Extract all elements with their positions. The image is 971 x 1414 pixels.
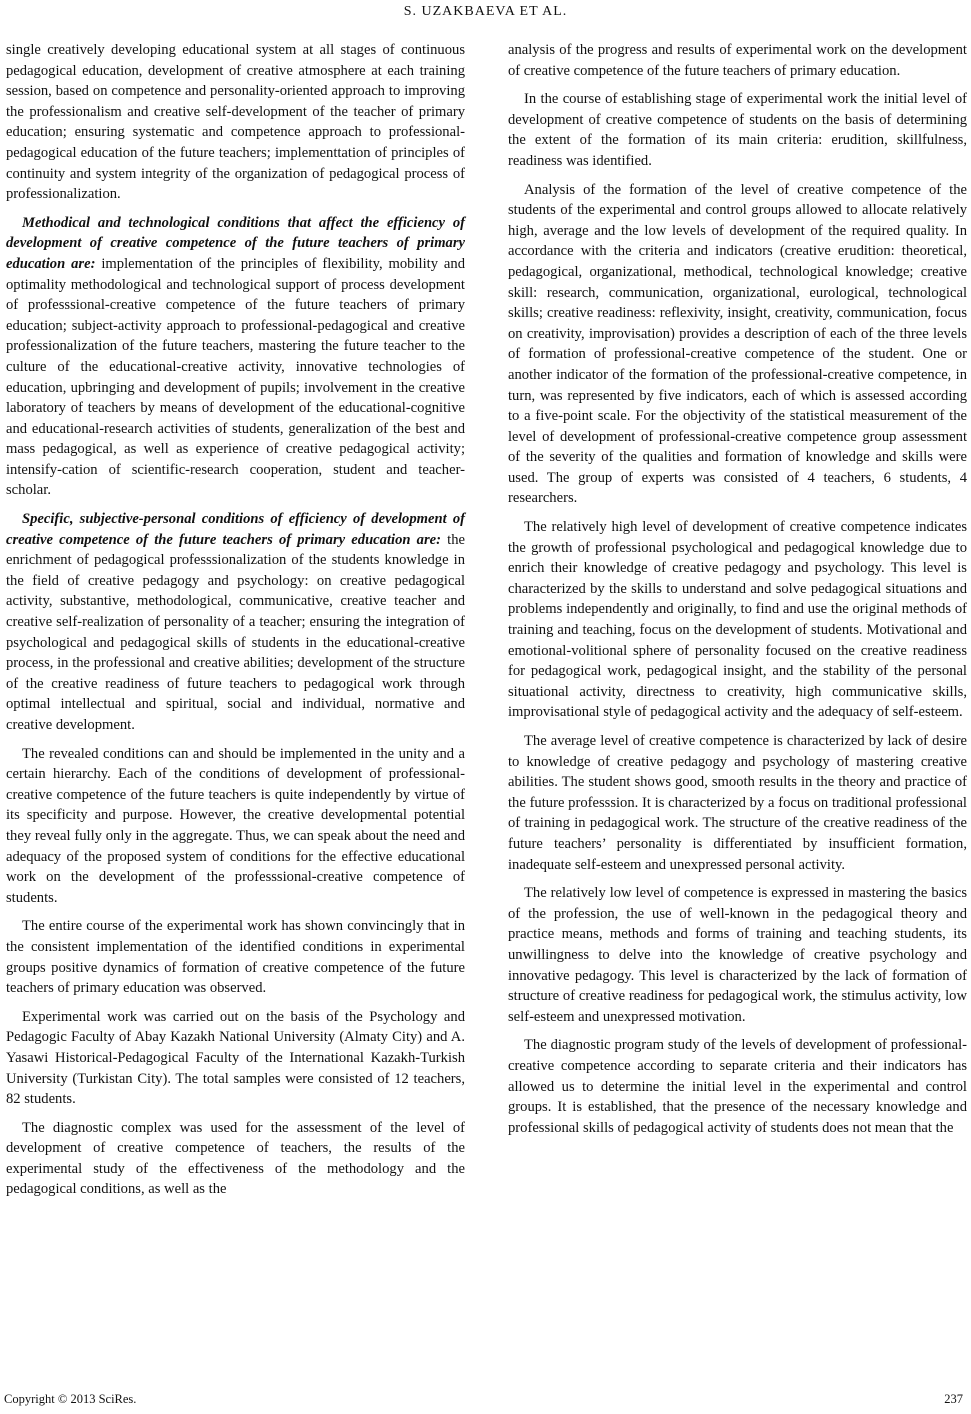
paragraph-text: The revealed conditions can and should be implemented in the unity and a certain hierarchy. Each of the conditions of development of professional-creative competence of the future teachers is quite independently by virtue of its specificity and purpose. However, the creative developmental potential they reveal fully only in the aggregate. Thus, we can speak about the need and adequacy of the proposed system of conditions for the effective educational work on the development of the professsional-creative competence of students. <box>6 745 465 906</box>
paragraph <box>508 89 967 171</box>
paragraph-text: the enrichment of pedagogical professsionalization of the students knowledge in the field of creative pedagogy and psychology: on creative pedagogical activity, substantive, methodological, communicative, creative teacher and creative self-realization of personality of a teacher; ensuring the integration of psychological and pedagogical skills of students in the educational-creative process, in the professional and creative abilities; development of the structure of the creative readiness of future teachers to pedagogical work through optimal intellectual and spiritual, social and individual, normative and creative development. <box>6 531 465 733</box>
paragraph <box>6 40 465 205</box>
paragraph <box>6 1007 465 1110</box>
paragraph <box>508 883 967 1027</box>
running-head: S. UZAKBAEVA ET AL. <box>403 4 568 19</box>
paragraph <box>508 180 967 510</box>
paragraph <box>508 40 967 81</box>
paragraph-text: In the course of establishing stage of experimental work the initial level of development of creative competence of students on the basis of determining the extent of the formation of its main criteria: erudition, skillfulness, readiness was identified. <box>508 91 967 169</box>
paragraph <box>6 744 465 909</box>
page-number: 237 <box>944 1392 963 1406</box>
paragraph-text: Analysis of the formation of the level of creative competence of the students of the experimental and control groups allowed to allocate relatively high, average and the low levels of development of the required quality. In accordance with the criteria and indicators (creative erudition: theoretical, pedagogical, organizational, methodical, technological knowledge; creative skill: research, communication, organizational, eurological, technological skills; creative readiness: reflexivity, insight, creativity, communication, focus on creativity, improvisation) provides a description of each of the three levels of formation of professional-creative competence of the student. One or another indicator of the formation of the professional-creative competence, in turn, was represented by five indicators, each of which is assessed according to a five-point scale. For the objectivity of the statistical measurement of the level of development of professional-creative competence group assessment of the severity of the qualities and formation of knowledge and skills were used. The group of experts was consisted of 4 teachers, 6 students, 4 researchers. <box>508 181 967 507</box>
right-column <box>508 40 967 1146</box>
paragraph <box>6 916 465 998</box>
paragraph-lead: Methodical and technological conditions that affect the efficiency of development of creative competence of the future teachers of primary education are: <box>6 214 465 272</box>
paragraph-text: implementation of the principles of flexibility, mobility and optimality methodological and technological support of process development of professsional-creative competence of the future teachers of primary education; subject-activity approach to professional-pedagogical and creative professionalization of the future teachers, mastering the future teacher to the culture of the educational-creative activity, innovative technologies of education, upbringing and development of pupils; involvement in the creative laboratory of teachers by means of development of the educational-cognitive and educational-research activities of students, generalization of the best and mass pedagogical, as well as experience of creative pedagogical activity; intensify-cation of scientific-research cooperation, student and teacher-scholar. <box>6 255 465 499</box>
paragraph-text: The diagnostic program study of the levels of development of professional-creative competence according to separate criteria and their indicators has allowed us to determine the initial level in the experimental and control groups. It is established, that the presence of the necessary knowledge and professional skills of pedagogical activity of students does not mean that the <box>508 1037 967 1136</box>
paragraph <box>6 1118 465 1200</box>
paragraph-text: The relatively high level of development of creative competence indicates the growth of professional psychological and pedagogical knowledge due to enrich their knowledge of creative pedagogy and psychology. This level is characterized by the skills to understand and solve pedagogical situations and problems independently and originally, to find and use the original methods of training and teaching, focus on the development of students. Motivational and emotional-volitional sphere of personality focused on the creative readiness for pedagogical work, pedagogical insight, and the stability of the personal situational activity, directness to creativity, high communicative skills, improvisational style of pedagogical activity and the adequacy of self-esteem. <box>508 519 967 721</box>
paragraph-text: The entire course of the experimental work has shown convincingly that in the consistent implementation of the identified conditions in experimental groups positive dynamics of formation of creative competence of the future teachers of primary education was observed. <box>6 918 465 997</box>
paragraph-text: The diagnostic complex was used for the assessment of the level of development of creative competence of teachers, the results of the experimental study of the effectiveness of the methodology and the pedagogical conditions, as well as the <box>6 1119 465 1198</box>
paragraph-text: Experimental work was carried out on the basis of the Psychology and Pedagogic Faculty of Abay Kazakh National University (Almaty City) and A. Yasawi Historical-Pedagogical Faculty of the International Kazakh-Turkish University (Turkistan City). The total samples were consisted of 12 teachers, 82 students. <box>6 1008 465 1108</box>
copyright-notice: Copyright © 2013 SciRes. <box>4 1392 137 1406</box>
left-column <box>6 40 465 1208</box>
paragraph <box>6 509 465 736</box>
paragraph <box>6 213 465 501</box>
paragraph-text: analysis of the progress and results of experimental work on the development of creative competence of the future teachers of primary education. <box>508 42 967 79</box>
paragraph-text: The average level of creative competence is characterized by lack of desire to knowledge of creative pedagogy and psychology of mastering creative abilities. The student shows good, smooth results in the theory and practice of the future professsion. It is characterized by a focus on traditional professional of training in pedagogical work. The structure of the creative readiness of the future teachers’ personality is differentiated by insufficient formation, inadequate self-esteem and unexpressed personal activity. <box>508 733 967 873</box>
paragraph-lead: Specific, subjective-personal conditions of efficiency of development of creative competence of the future teachers of primary education are: <box>6 511 465 548</box>
paragraph-text: single creatively developing educational system at all stages of continuous pedagogical education, development of creative atmosphere at each training session, based on competence and personality-oriented approach to improving the professionalism and creative self-development of the teacher of primary education; ensuring systematic and competence approach to professional-pedagogical education of the future teachers; implementtation of principles of continuity and system integrity of the organization of pedagogical process of professionalization. <box>6 42 465 203</box>
paragraph <box>508 731 967 875</box>
paragraph-text: The relatively low level of competence is expressed in mastering the basics of the profession, the use of well-known in the pedagogical theory and practice means, methods and forms of training and teaching students, its unwillingness to delve into the knowledge of creative psychology and innovative pedagogy. This level is characterized by the lack of formation of structure of creative readiness for pedagogical work, the stimulus activity, low self-esteem and unexpressed motivation. <box>508 885 967 1025</box>
paragraph <box>508 517 967 723</box>
paragraph <box>508 1035 967 1138</box>
